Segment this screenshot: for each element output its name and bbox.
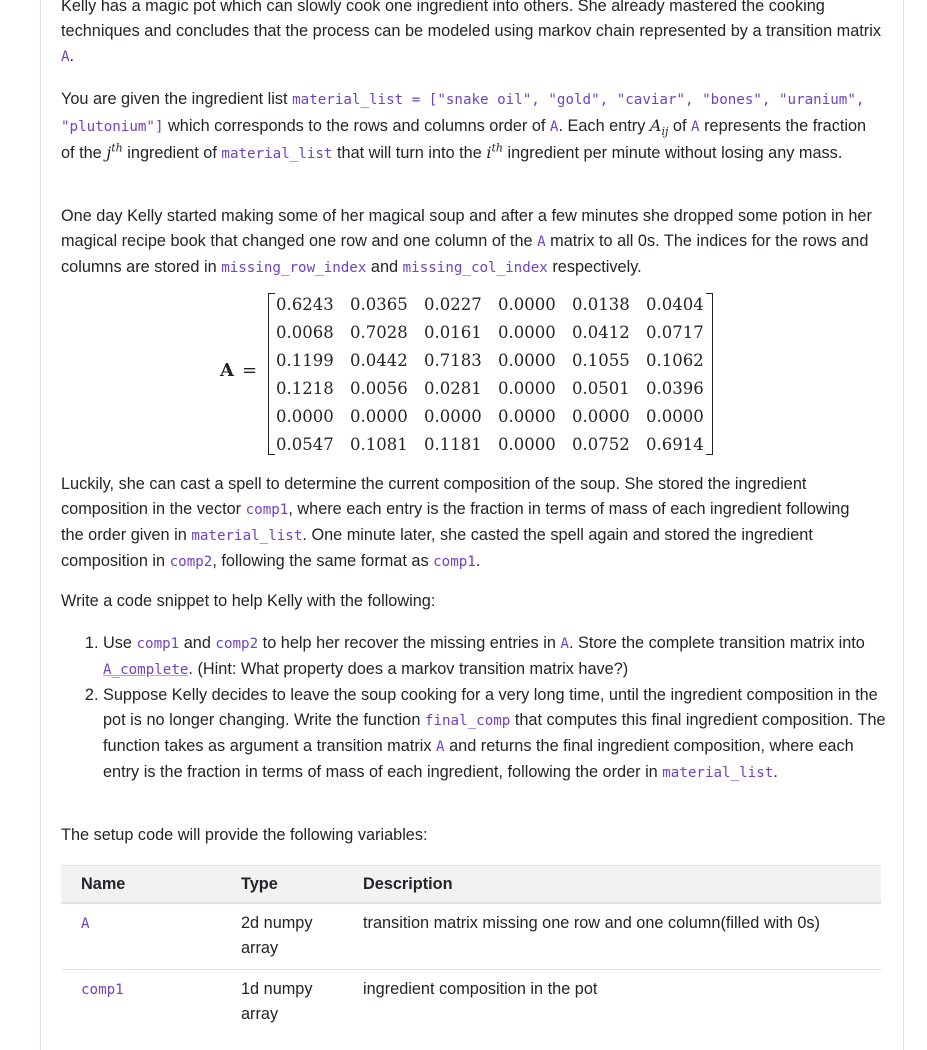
text: . xyxy=(773,763,778,781)
matrix-right-bracket xyxy=(706,293,713,455)
text: which corresponds to the rows and columns order of xyxy=(163,117,550,135)
matrix-cell: 0.0138 xyxy=(572,294,630,314)
matrix-cell: 0.0000 xyxy=(424,406,482,426)
intro-text: Kelly has a magic pot which can slowly cook one ingredient into others. She already mastered the cooking techniques and concludes that the process can be modeled using markov chain represented by a transition matrix xyxy=(61,0,881,40)
code-A-complete: A_complete xyxy=(103,662,189,678)
code-material-list-def: material_list = ["snake oil", "gold", "caviar", "bones", "uranium", "plutonium"] xyxy=(61,92,865,135)
code-A: A xyxy=(549,119,559,135)
code-comp1: comp1 xyxy=(81,982,124,998)
code-material-list: material_list xyxy=(221,146,333,162)
matrix-cell: 0.0000 xyxy=(572,406,630,426)
task-item-2 xyxy=(103,683,893,786)
code-missing-col-index: missing_col_index xyxy=(402,260,548,276)
matrix-cell: 0.0068 xyxy=(276,322,334,342)
matrix-cell: 0.6243 xyxy=(276,294,334,314)
matrix-cell: 0.0547 xyxy=(276,434,334,454)
ingredient-paragraph xyxy=(61,87,881,167)
matrix-equals: = xyxy=(242,360,258,381)
matrix-cell: 0.0281 xyxy=(424,378,482,398)
text: represents the fraction of the xyxy=(61,117,867,162)
text: ingredient of xyxy=(122,144,222,162)
cell-type: 1d numpy array xyxy=(221,970,343,1036)
math-A: A xyxy=(649,116,662,135)
matrix-cell: 0.0000 xyxy=(498,350,556,370)
matrix-cell: 0.0442 xyxy=(350,350,408,370)
text: to help her recover the missing entries in xyxy=(258,634,561,652)
matrix-label: A xyxy=(220,360,234,381)
matrix-cell: 0.0752 xyxy=(572,434,630,454)
code-A: A xyxy=(436,739,445,755)
intro-paragraph: Kelly has a magic pot which can slowly cook one ingredient into others. She already mastered the cooking techniques and concludes that the process can be modeled using markov chain represented by a transition matrix A. xyxy=(61,0,881,70)
text: . One minute later, she casted the spell again and stored the ingredient composition in xyxy=(61,526,813,570)
matrix-cell: 0.0000 xyxy=(498,406,556,426)
matrix-cell: 0.0000 xyxy=(498,434,556,454)
text: , where each entry is the fraction in terms of mass of each ingredient following the order given in xyxy=(61,500,850,544)
matrix-row xyxy=(276,290,720,318)
matrix-cell: 0.7028 xyxy=(350,322,408,342)
math-th: th xyxy=(111,141,123,155)
text: . xyxy=(475,552,481,570)
text: One day Kelly started making some of her magical soup and after a few minutes she dropped some potion in her magical recipe book that changed one row and one column of the xyxy=(61,207,872,250)
matrix-row xyxy=(276,346,720,374)
header-name: Name xyxy=(61,866,221,904)
text: Suppose Kelly decides to leave the soup cooking for a very long time, until the ingredient composition in the pot is no longer changing. Write the function xyxy=(103,686,878,729)
code-A: A xyxy=(81,916,90,932)
math-ith xyxy=(486,143,503,162)
matrix-cell: 0.1081 xyxy=(350,434,408,454)
code-comp1: comp1 xyxy=(433,554,476,570)
cell-name xyxy=(61,970,221,1036)
code-final-comp: final_comp xyxy=(424,713,511,729)
matrix-cell: 0.0501 xyxy=(572,378,630,398)
variables-table xyxy=(61,865,881,1035)
cell-description: transition matrix missing one row and one column(filled with 0s) xyxy=(343,903,881,970)
matrix-left-bracket xyxy=(268,293,275,455)
matrix-cell: 0.0161 xyxy=(424,322,482,342)
code-material-list: material_list xyxy=(662,765,774,781)
text: Luckily, she can cast a spell to determine the current composition of the soup. She stored the ingredient composition in the vector xyxy=(61,475,807,518)
text: and xyxy=(366,258,403,276)
text: Use xyxy=(103,634,137,652)
cell-type: 2d numpy array xyxy=(221,903,343,970)
cell-name xyxy=(61,903,221,970)
matrix-equation xyxy=(220,288,720,458)
matrix-cell: 0.0000 xyxy=(498,378,556,398)
matrix-cell: 0.0396 xyxy=(646,378,704,398)
code-A: A xyxy=(61,49,70,65)
text: that will turn into the xyxy=(332,144,487,162)
matrix-cell: 0.0000 xyxy=(498,294,556,314)
code-A: A xyxy=(560,636,569,652)
matrix-cell: 0.1062 xyxy=(646,350,704,370)
matrix-row xyxy=(276,318,720,346)
code-comp1: comp1 xyxy=(245,502,289,518)
text: matrix to all 0s. The indices for the rows and columns are stored in xyxy=(61,232,869,276)
math-j: j xyxy=(106,143,112,162)
matrix-cell: 0.0227 xyxy=(424,294,482,314)
matrix-cell: 0.6914 xyxy=(646,434,704,454)
setup-paragraph: The setup code will provide the following variables: xyxy=(61,826,428,844)
cell-description: ingredient composition in the pot xyxy=(343,970,881,1036)
table-row xyxy=(61,970,881,1036)
code-comp2: comp2 xyxy=(215,636,259,652)
header-type: Type xyxy=(221,866,343,904)
code-missing-row-index: missing_row_index xyxy=(221,260,367,276)
header-description: Description xyxy=(343,866,881,904)
math-th: th xyxy=(491,141,503,155)
math-jth xyxy=(106,143,122,162)
text: . (Hint: What property does a markov transition matrix have?) xyxy=(188,660,629,678)
matrix-body xyxy=(276,290,720,458)
matrix-cell: 0.0000 xyxy=(276,406,334,426)
matrix-cell: 0.1181 xyxy=(424,434,482,454)
code-A: A xyxy=(691,119,700,135)
text: . Store the complete transition matrix into xyxy=(568,634,865,652)
matrix-cell: 0.7183 xyxy=(424,350,482,370)
text: . Each entry xyxy=(558,117,650,135)
matrix-row xyxy=(276,402,720,430)
math-i: i xyxy=(486,143,492,162)
spell-paragraph xyxy=(61,472,861,575)
task-list xyxy=(81,631,893,786)
table-header-row xyxy=(61,866,881,904)
matrix-cell: 0.0404 xyxy=(646,294,704,314)
math-Aij xyxy=(649,116,669,139)
potion-paragraph xyxy=(61,204,881,281)
matrix-cell: 0.0717 xyxy=(646,322,704,342)
matrix-cell: 0.0365 xyxy=(350,294,408,314)
matrix-row xyxy=(276,374,720,402)
text: that computes this final ingredient composition. The function takes as argument a transition matrix xyxy=(103,711,886,755)
text: ingredient per minute without losing any mass. xyxy=(502,144,843,162)
matrix-A xyxy=(276,290,720,458)
matrix-cell: 0.1218 xyxy=(276,378,334,398)
code-A: A xyxy=(537,234,546,250)
matrix-row xyxy=(276,430,720,458)
matrix-cell: 0.0000 xyxy=(350,406,408,426)
text: respectively. xyxy=(547,258,642,276)
matrix-cell: 0.0056 xyxy=(350,378,408,398)
table-row xyxy=(61,903,881,970)
text: and returns the final ingredient composition, where each entry is the fraction in terms of mass of each ingredient, following the order in xyxy=(103,737,854,781)
code-material-list: material_list xyxy=(191,528,303,544)
code-comp1: comp1 xyxy=(136,636,180,652)
matrix-cell: 0.0000 xyxy=(498,322,556,342)
text: You are given the ingredient list xyxy=(61,90,293,108)
instructions-paragraph: Write a code snippet to help Kelly with the following: xyxy=(61,592,436,610)
math-ij: ij xyxy=(661,125,669,139)
matrix-cell: 0.1055 xyxy=(572,350,630,370)
text: , following the same format as xyxy=(212,552,434,570)
matrix-cell: 0.1199 xyxy=(276,350,334,370)
matrix-cell: 0.0412 xyxy=(572,322,630,342)
code-comp2: comp2 xyxy=(169,554,213,570)
task-item-1 xyxy=(103,631,893,683)
matrix-cell: 0.0000 xyxy=(646,406,704,426)
text: and xyxy=(179,634,216,652)
text: of xyxy=(668,117,692,135)
